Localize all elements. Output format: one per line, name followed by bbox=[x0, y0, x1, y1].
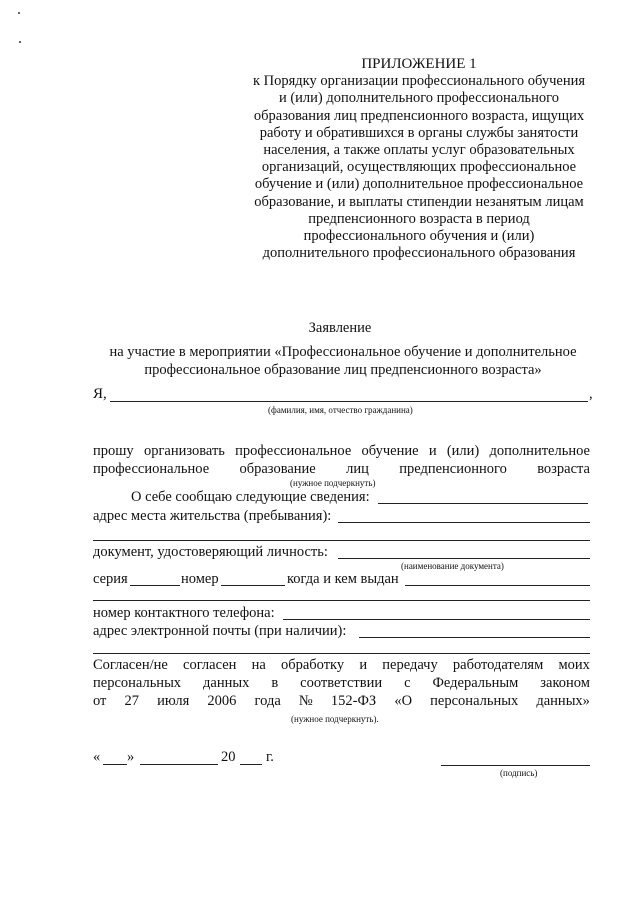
statement-subtitle bbox=[93, 343, 593, 379]
series-field[interactable] bbox=[130, 585, 180, 586]
appendix-line: к Порядку организации профессионального обучения bbox=[252, 73, 586, 90]
number-field[interactable] bbox=[221, 585, 285, 586]
signature-field[interactable] bbox=[441, 765, 590, 766]
consent-word: моих bbox=[558, 657, 590, 673]
appendix-line: населения, а также оплаты услуг образовательных bbox=[263, 142, 575, 159]
consent-word: персональных bbox=[93, 675, 182, 691]
document-field[interactable] bbox=[338, 558, 590, 559]
consent-word: данных» bbox=[536, 693, 590, 709]
appendix-line: образования лиц предпенсионного возраста, ищущих bbox=[253, 107, 585, 124]
document-hint: (наименование документа) bbox=[401, 561, 504, 571]
consent-word: данных bbox=[203, 675, 250, 691]
scan-speck bbox=[18, 12, 20, 14]
request-line-1 bbox=[93, 443, 590, 460]
address-field-continued[interactable] bbox=[93, 540, 590, 541]
request-word: возраста bbox=[537, 461, 590, 477]
series-label: серия bbox=[93, 571, 128, 587]
consent-word: «О bbox=[394, 693, 413, 709]
phone-field[interactable] bbox=[283, 619, 590, 620]
applicant-name-field[interactable] bbox=[110, 401, 588, 402]
date-year-prefix: 20 bbox=[221, 749, 236, 765]
appendix-line: образование, и выплаты стипендии незанятым лицам bbox=[254, 193, 584, 210]
request-word: профессиональное bbox=[93, 461, 210, 477]
consent-word: Федеральным bbox=[432, 675, 519, 691]
request-word: организовать bbox=[143, 443, 225, 459]
request-word: и bbox=[428, 443, 437, 459]
request-word: предпенсионного bbox=[399, 461, 507, 477]
about-label: О себе сообщаю следующие сведения: bbox=[131, 489, 370, 505]
statement-subtitle-line: профессиональное образование лиц предпенсионного возраста» bbox=[144, 362, 542, 378]
appendix-title: ПРИЛОЖЕНИЕ 1 bbox=[361, 56, 477, 72]
issued-label: когда и кем выдан bbox=[287, 571, 399, 587]
consent-word: согласен bbox=[183, 657, 237, 673]
consent-word: персональных bbox=[430, 693, 519, 709]
appendix-line: предпенсионного возраста в период bbox=[308, 210, 530, 227]
statement-subtitle-line: на участие в мероприятии «Профессиональное обучение и дополнительное bbox=[109, 344, 577, 360]
issued-field-continued[interactable] bbox=[93, 600, 590, 601]
email-label: адрес электронной почты (при наличии): bbox=[93, 623, 347, 639]
request-hint: (нужное подчеркнуть) bbox=[290, 478, 376, 488]
applicant-prefix: Я, bbox=[93, 386, 107, 402]
appendix-line: работу и обратившихся в органы службы занятости bbox=[259, 124, 579, 141]
consent-word: в bbox=[271, 675, 279, 691]
consent-line-2 bbox=[93, 675, 590, 692]
consent-word: соответствии bbox=[300, 675, 383, 691]
appendix-line: дополнительного профессионального образования bbox=[262, 245, 576, 262]
consent-word: июля bbox=[157, 693, 190, 709]
consent-word: работодателям bbox=[452, 657, 544, 673]
date-close-quote: » bbox=[127, 749, 135, 765]
request-word: дополнительное bbox=[489, 443, 590, 459]
consent-word: 2006 bbox=[207, 693, 237, 709]
applicant-hint: (фамилия, имя, отчество гражданина) bbox=[268, 405, 413, 415]
consent-word: обработку bbox=[280, 657, 345, 673]
consent-word: с bbox=[404, 675, 411, 691]
appendix-header bbox=[246, 56, 592, 262]
appendix-line: и (или) дополнительного профессионального bbox=[278, 90, 560, 107]
email-field[interactable] bbox=[359, 637, 590, 638]
request-word: лиц bbox=[346, 461, 369, 477]
date-year-field[interactable] bbox=[240, 764, 262, 765]
consent-word: на bbox=[251, 657, 266, 673]
signature-hint: (подпись) bbox=[500, 768, 538, 778]
request-word: обучение bbox=[361, 443, 419, 459]
about-field[interactable] bbox=[378, 503, 588, 504]
consent-line-1 bbox=[93, 657, 590, 674]
address-label: адрес места жительства (пребывания): bbox=[93, 508, 332, 524]
request-word: образование bbox=[239, 461, 316, 477]
email-field-continued[interactable] bbox=[93, 653, 590, 654]
consent-word: от bbox=[93, 693, 107, 709]
consent-word: и bbox=[359, 657, 368, 673]
appendix-line: профессионального обучения и (или) bbox=[303, 228, 535, 245]
date-year-suffix: г. bbox=[266, 749, 274, 765]
request-word: прошу bbox=[93, 443, 134, 459]
date-month-field[interactable] bbox=[140, 764, 218, 765]
appendix-line: организаций, осуществляющих профессиональное bbox=[261, 159, 577, 176]
request-word: профессиональное bbox=[235, 443, 352, 459]
consent-word: передачу bbox=[382, 657, 438, 673]
request-line-2 bbox=[93, 461, 590, 478]
consent-word: 27 bbox=[124, 693, 140, 709]
scan-speck bbox=[19, 41, 21, 43]
issued-field[interactable] bbox=[405, 585, 590, 586]
consent-word: 152-ФЗ bbox=[330, 693, 377, 709]
consent-line-3 bbox=[93, 693, 590, 710]
consent-word: законом bbox=[540, 675, 590, 691]
consent-word: № bbox=[298, 693, 313, 709]
date-open-quote: « bbox=[93, 749, 101, 765]
document-label: документ, удостоверяющий личность: bbox=[93, 544, 328, 560]
consent-word: Согласен/не bbox=[93, 657, 168, 673]
phone-label: номер контактного телефона: bbox=[93, 605, 275, 621]
date-day-field[interactable] bbox=[103, 764, 127, 765]
address-field[interactable] bbox=[338, 522, 590, 523]
statement-title: Заявление bbox=[308, 320, 372, 336]
request-word: (или) bbox=[446, 443, 480, 459]
number-label: номер bbox=[181, 571, 219, 587]
consent-word: года bbox=[254, 693, 281, 709]
appendix-line: обучение и (или) дополнительное профессиональное bbox=[254, 176, 584, 193]
applicant-suffix: , bbox=[589, 386, 593, 402]
consent-hint: (нужное подчеркнуть). bbox=[291, 714, 379, 724]
